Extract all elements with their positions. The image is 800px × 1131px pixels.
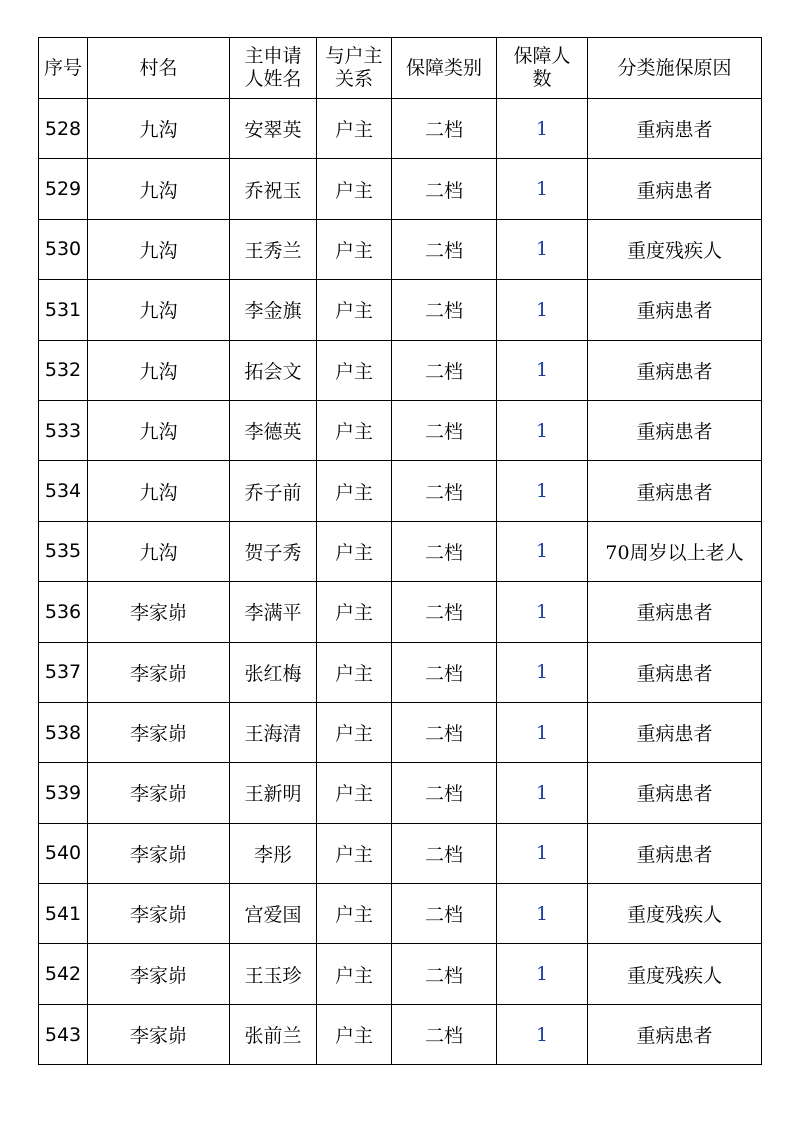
cell-category: 二档 bbox=[392, 159, 497, 219]
cell-reason: 重病患者 bbox=[588, 340, 762, 400]
table-row bbox=[39, 763, 762, 823]
cell-relation: 户主 bbox=[317, 159, 392, 219]
cell-category: 二档 bbox=[392, 461, 497, 521]
cell-village-name: 九沟 bbox=[88, 461, 230, 521]
cell-reason: 重病患者 bbox=[588, 280, 762, 340]
cell-count: 1 bbox=[497, 823, 588, 883]
cell-serial-number: 536 bbox=[39, 582, 88, 642]
table-row bbox=[39, 1004, 762, 1064]
cell-village-name: 九沟 bbox=[88, 400, 230, 460]
cell-reason: 重病患者 bbox=[588, 400, 762, 460]
cell-village-name: 九沟 bbox=[88, 521, 230, 581]
cell-village-name: 九沟 bbox=[88, 99, 230, 159]
header-category: 保障类别 bbox=[392, 38, 497, 99]
assistance-roster-table bbox=[38, 37, 762, 1065]
cell-applicant-name: 拓会文 bbox=[230, 340, 317, 400]
cell-relation: 户主 bbox=[317, 340, 392, 400]
cell-category: 二档 bbox=[392, 400, 497, 460]
cell-reason: 重病患者 bbox=[588, 763, 762, 823]
cell-applicant-name: 乔祝玉 bbox=[230, 159, 317, 219]
cell-category: 二档 bbox=[392, 1004, 497, 1064]
cell-count: 1 bbox=[497, 340, 588, 400]
cell-relation: 户主 bbox=[317, 461, 392, 521]
cell-count: 1 bbox=[497, 521, 588, 581]
cell-village-name: 李家峁 bbox=[88, 702, 230, 762]
cell-village-name: 九沟 bbox=[88, 159, 230, 219]
cell-relation: 户主 bbox=[317, 582, 392, 642]
cell-applicant-name: 李满平 bbox=[230, 582, 317, 642]
cell-serial-number: 541 bbox=[39, 884, 88, 944]
cell-category: 二档 bbox=[392, 99, 497, 159]
cell-category: 二档 bbox=[392, 280, 497, 340]
table-row bbox=[39, 521, 762, 581]
header-village-name: 村名 bbox=[88, 38, 230, 99]
cell-village-name: 李家峁 bbox=[88, 944, 230, 1004]
cell-relation: 户主 bbox=[317, 884, 392, 944]
cell-serial-number: 534 bbox=[39, 461, 88, 521]
cell-count: 1 bbox=[497, 884, 588, 944]
cell-count: 1 bbox=[497, 944, 588, 1004]
cell-applicant-name: 宫爱国 bbox=[230, 884, 317, 944]
cell-serial-number: 533 bbox=[39, 400, 88, 460]
cell-count: 1 bbox=[497, 219, 588, 279]
cell-category: 二档 bbox=[392, 582, 497, 642]
cell-relation: 户主 bbox=[317, 944, 392, 1004]
cell-applicant-name: 张前兰 bbox=[230, 1004, 317, 1064]
cell-serial-number: 537 bbox=[39, 642, 88, 702]
cell-count: 1 bbox=[497, 461, 588, 521]
cell-reason: 重度残疾人 bbox=[588, 944, 762, 1004]
cell-reason: 重病患者 bbox=[588, 1004, 762, 1064]
cell-category: 二档 bbox=[392, 340, 497, 400]
cell-serial-number: 539 bbox=[39, 763, 88, 823]
cell-village-name: 九沟 bbox=[88, 340, 230, 400]
header-row bbox=[39, 38, 762, 99]
cell-relation: 户主 bbox=[317, 763, 392, 823]
cell-relation: 户主 bbox=[317, 400, 392, 460]
cell-serial-number: 530 bbox=[39, 219, 88, 279]
cell-count: 1 bbox=[497, 1004, 588, 1064]
cell-reason: 重病患者 bbox=[588, 823, 762, 883]
cell-relation: 户主 bbox=[317, 823, 392, 883]
cell-reason: 重度残疾人 bbox=[588, 219, 762, 279]
cell-village-name: 李家峁 bbox=[88, 642, 230, 702]
table-row bbox=[39, 280, 762, 340]
cell-serial-number: 540 bbox=[39, 823, 88, 883]
table-row bbox=[39, 340, 762, 400]
table-row bbox=[39, 99, 762, 159]
cell-relation: 户主 bbox=[317, 1004, 392, 1064]
cell-category: 二档 bbox=[392, 642, 497, 702]
cell-village-name: 李家峁 bbox=[88, 763, 230, 823]
cell-category: 二档 bbox=[392, 823, 497, 883]
cell-relation: 户主 bbox=[317, 521, 392, 581]
cell-applicant-name: 张红梅 bbox=[230, 642, 317, 702]
cell-category: 二档 bbox=[392, 219, 497, 279]
cell-reason: 重病患者 bbox=[588, 159, 762, 219]
cell-applicant-name: 李金旗 bbox=[230, 280, 317, 340]
cell-applicant-name: 李德英 bbox=[230, 400, 317, 460]
cell-count: 1 bbox=[497, 763, 588, 823]
cell-serial-number: 532 bbox=[39, 340, 88, 400]
cell-count: 1 bbox=[497, 702, 588, 762]
cell-applicant-name: 王新明 bbox=[230, 763, 317, 823]
cell-relation: 户主 bbox=[317, 642, 392, 702]
cell-category: 二档 bbox=[392, 944, 497, 1004]
table-row bbox=[39, 219, 762, 279]
cell-count: 1 bbox=[497, 99, 588, 159]
cell-serial-number: 528 bbox=[39, 99, 88, 159]
cell-serial-number: 531 bbox=[39, 280, 88, 340]
cell-applicant-name: 王海清 bbox=[230, 702, 317, 762]
cell-reason: 重病患者 bbox=[588, 582, 762, 642]
header-relation: 与户主 关系 bbox=[317, 38, 392, 99]
cell-category: 二档 bbox=[392, 702, 497, 762]
table-header bbox=[39, 38, 762, 99]
cell-category: 二档 bbox=[392, 884, 497, 944]
cell-relation: 户主 bbox=[317, 219, 392, 279]
cell-applicant-name: 王玉珍 bbox=[230, 944, 317, 1004]
table-row bbox=[39, 400, 762, 460]
header-applicant-name: 主申请 人姓名 bbox=[230, 38, 317, 99]
cell-count: 1 bbox=[497, 582, 588, 642]
cell-village-name: 李家峁 bbox=[88, 1004, 230, 1064]
cell-applicant-name: 乔子前 bbox=[230, 461, 317, 521]
cell-reason: 重病患者 bbox=[588, 461, 762, 521]
table-row bbox=[39, 884, 762, 944]
cell-relation: 户主 bbox=[317, 280, 392, 340]
cell-applicant-name: 王秀兰 bbox=[230, 219, 317, 279]
table-row bbox=[39, 461, 762, 521]
header-count: 保障人 数 bbox=[497, 38, 588, 99]
cell-relation: 户主 bbox=[317, 99, 392, 159]
header-serial-number: 序号 bbox=[39, 38, 88, 99]
cell-count: 1 bbox=[497, 280, 588, 340]
cell-reason: 重病患者 bbox=[588, 642, 762, 702]
table-body bbox=[39, 99, 762, 1065]
cell-serial-number: 538 bbox=[39, 702, 88, 762]
cell-serial-number: 542 bbox=[39, 944, 88, 1004]
cell-count: 1 bbox=[497, 642, 588, 702]
cell-count: 1 bbox=[497, 400, 588, 460]
cell-reason: 重病患者 bbox=[588, 99, 762, 159]
table-row bbox=[39, 582, 762, 642]
cell-applicant-name: 贺子秀 bbox=[230, 521, 317, 581]
cell-reason: 重度残疾人 bbox=[588, 884, 762, 944]
cell-village-name: 李家峁 bbox=[88, 884, 230, 944]
cell-village-name: 李家峁 bbox=[88, 823, 230, 883]
table-row bbox=[39, 823, 762, 883]
cell-category: 二档 bbox=[392, 763, 497, 823]
cell-applicant-name: 安翠英 bbox=[230, 99, 317, 159]
cell-serial-number: 535 bbox=[39, 521, 88, 581]
cell-serial-number: 529 bbox=[39, 159, 88, 219]
cell-category: 二档 bbox=[392, 521, 497, 581]
table-row bbox=[39, 702, 762, 762]
table-row bbox=[39, 159, 762, 219]
cell-reason: 70周岁以上老人 bbox=[588, 521, 762, 581]
cell-village-name: 九沟 bbox=[88, 219, 230, 279]
table-row bbox=[39, 944, 762, 1004]
cell-reason: 重病患者 bbox=[588, 702, 762, 762]
table-row bbox=[39, 642, 762, 702]
cell-count: 1 bbox=[497, 159, 588, 219]
cell-village-name: 李家峁 bbox=[88, 582, 230, 642]
cell-serial-number: 543 bbox=[39, 1004, 88, 1064]
cell-relation: 户主 bbox=[317, 702, 392, 762]
cell-applicant-name: 李彤 bbox=[230, 823, 317, 883]
header-reason: 分类施保原因 bbox=[588, 38, 762, 99]
cell-village-name: 九沟 bbox=[88, 280, 230, 340]
